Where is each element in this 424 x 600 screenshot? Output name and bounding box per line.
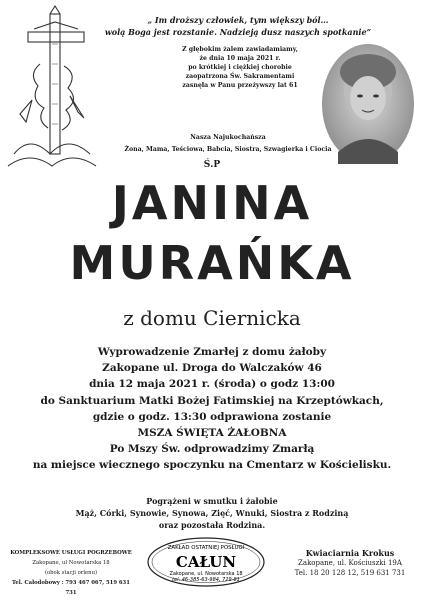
detail-line: MSZA ŚWIĘTA ŻAŁOBNA	[137, 427, 287, 440]
quote-line-2: wolą Boga jest rozstanie. Nadzieją dusz naszych spotkanie”	[104, 27, 372, 37]
detail-line: dnia 12 maja 2021 r. (środa) o godz 13:00	[89, 378, 335, 391]
florist-phone: Tel. 18 20 128 12, 519 631 731	[294, 569, 406, 577]
detail-line: do Sanktuarium Matki Bożej Fatimskiej na Krzeptówkach,	[40, 394, 384, 407]
detail-line: gdzie o godz. 13:30 odprawiona zostanie	[92, 410, 332, 423]
quote-line-1: „ Im droższy człowiek, tym większy ból…	[147, 15, 329, 25]
mourners	[70, 495, 354, 531]
funeral-services-phone: Tel. Całodobowy : 793 467 067, 519 631 731	[12, 580, 130, 596]
logo-address: Zakopane, ul. Nowotarska 18	[169, 571, 243, 577]
sp-label: Ś.P	[203, 160, 221, 170]
logo-top: ZAKŁAD OSTATNIEJ POSŁUGI	[167, 545, 245, 551]
detail-line: Wyprowadzenie Zmarłej z domu żałoby	[97, 346, 327, 358]
florist-info	[280, 548, 420, 578]
mourners-line: Mąż, Córki, Synowie, Synowa, Zięć, Wnuki, Siostra z Rodziną	[75, 508, 349, 518]
family-line-2: Żona, Mama, Teściowa, Babcia, Siostra, Szwagierka i Ciocia	[124, 146, 332, 153]
info-line: zaopatrzona Św. Sakramentami	[185, 73, 295, 80]
maiden-name: z domu Ciernicka	[123, 306, 301, 330]
mourners-line: Pogrążeni w smutku i żałobie	[146, 496, 278, 506]
cross-illustration	[0, 4, 100, 174]
info-line: Z głębokim żalem zawiadamiamy,	[182, 46, 298, 53]
family-relations	[108, 132, 348, 156]
first-name: JANINA	[111, 176, 313, 230]
detail-line: Zakopane ul. Droga do Walczaków 46	[102, 362, 322, 375]
detail-line: Po Mszy Św. odprowadzimy Zmarłą	[109, 443, 315, 456]
florist-name: Kwiaciarnia Krokus	[305, 548, 395, 558]
funeral-services-info	[8, 548, 134, 598]
funeral-services-address: Zakopane, ul Nowotarska 18	[32, 560, 110, 566]
last-name: MURAŃKA	[69, 236, 355, 290]
quote	[98, 14, 378, 38]
funeral-services-title: KOMPLEKSOWE USŁUGI POGRZEBOWE	[10, 550, 132, 556]
funeral-services-note: (obok stacji orlenu)	[44, 570, 98, 576]
info-line: że dnia 10 maja 2021 r.	[199, 55, 281, 62]
detail-line: na miejsce wiecznego spoczynku na Cmentarz w Kościelisku.	[32, 459, 392, 472]
florist-address: Zakopane, ul. Kościuszki 19A	[298, 559, 402, 567]
announcement-info	[150, 45, 330, 90]
logo-name: CAŁUN	[175, 553, 237, 571]
info-line: zasnęła w Panu przeżywszy lat 61	[182, 82, 298, 89]
ceremony-details	[30, 344, 394, 474]
logo-phone: tel. 46-385-63-984, 729-81	[172, 577, 240, 583]
mourners-line: oraz pozostała Rodzina.	[158, 520, 266, 530]
info-line: po krótkiej i ciężkiej chorobie	[188, 64, 292, 71]
family-line-1: Nasza Najukochańsza	[190, 134, 266, 141]
calun-logo	[146, 536, 266, 588]
